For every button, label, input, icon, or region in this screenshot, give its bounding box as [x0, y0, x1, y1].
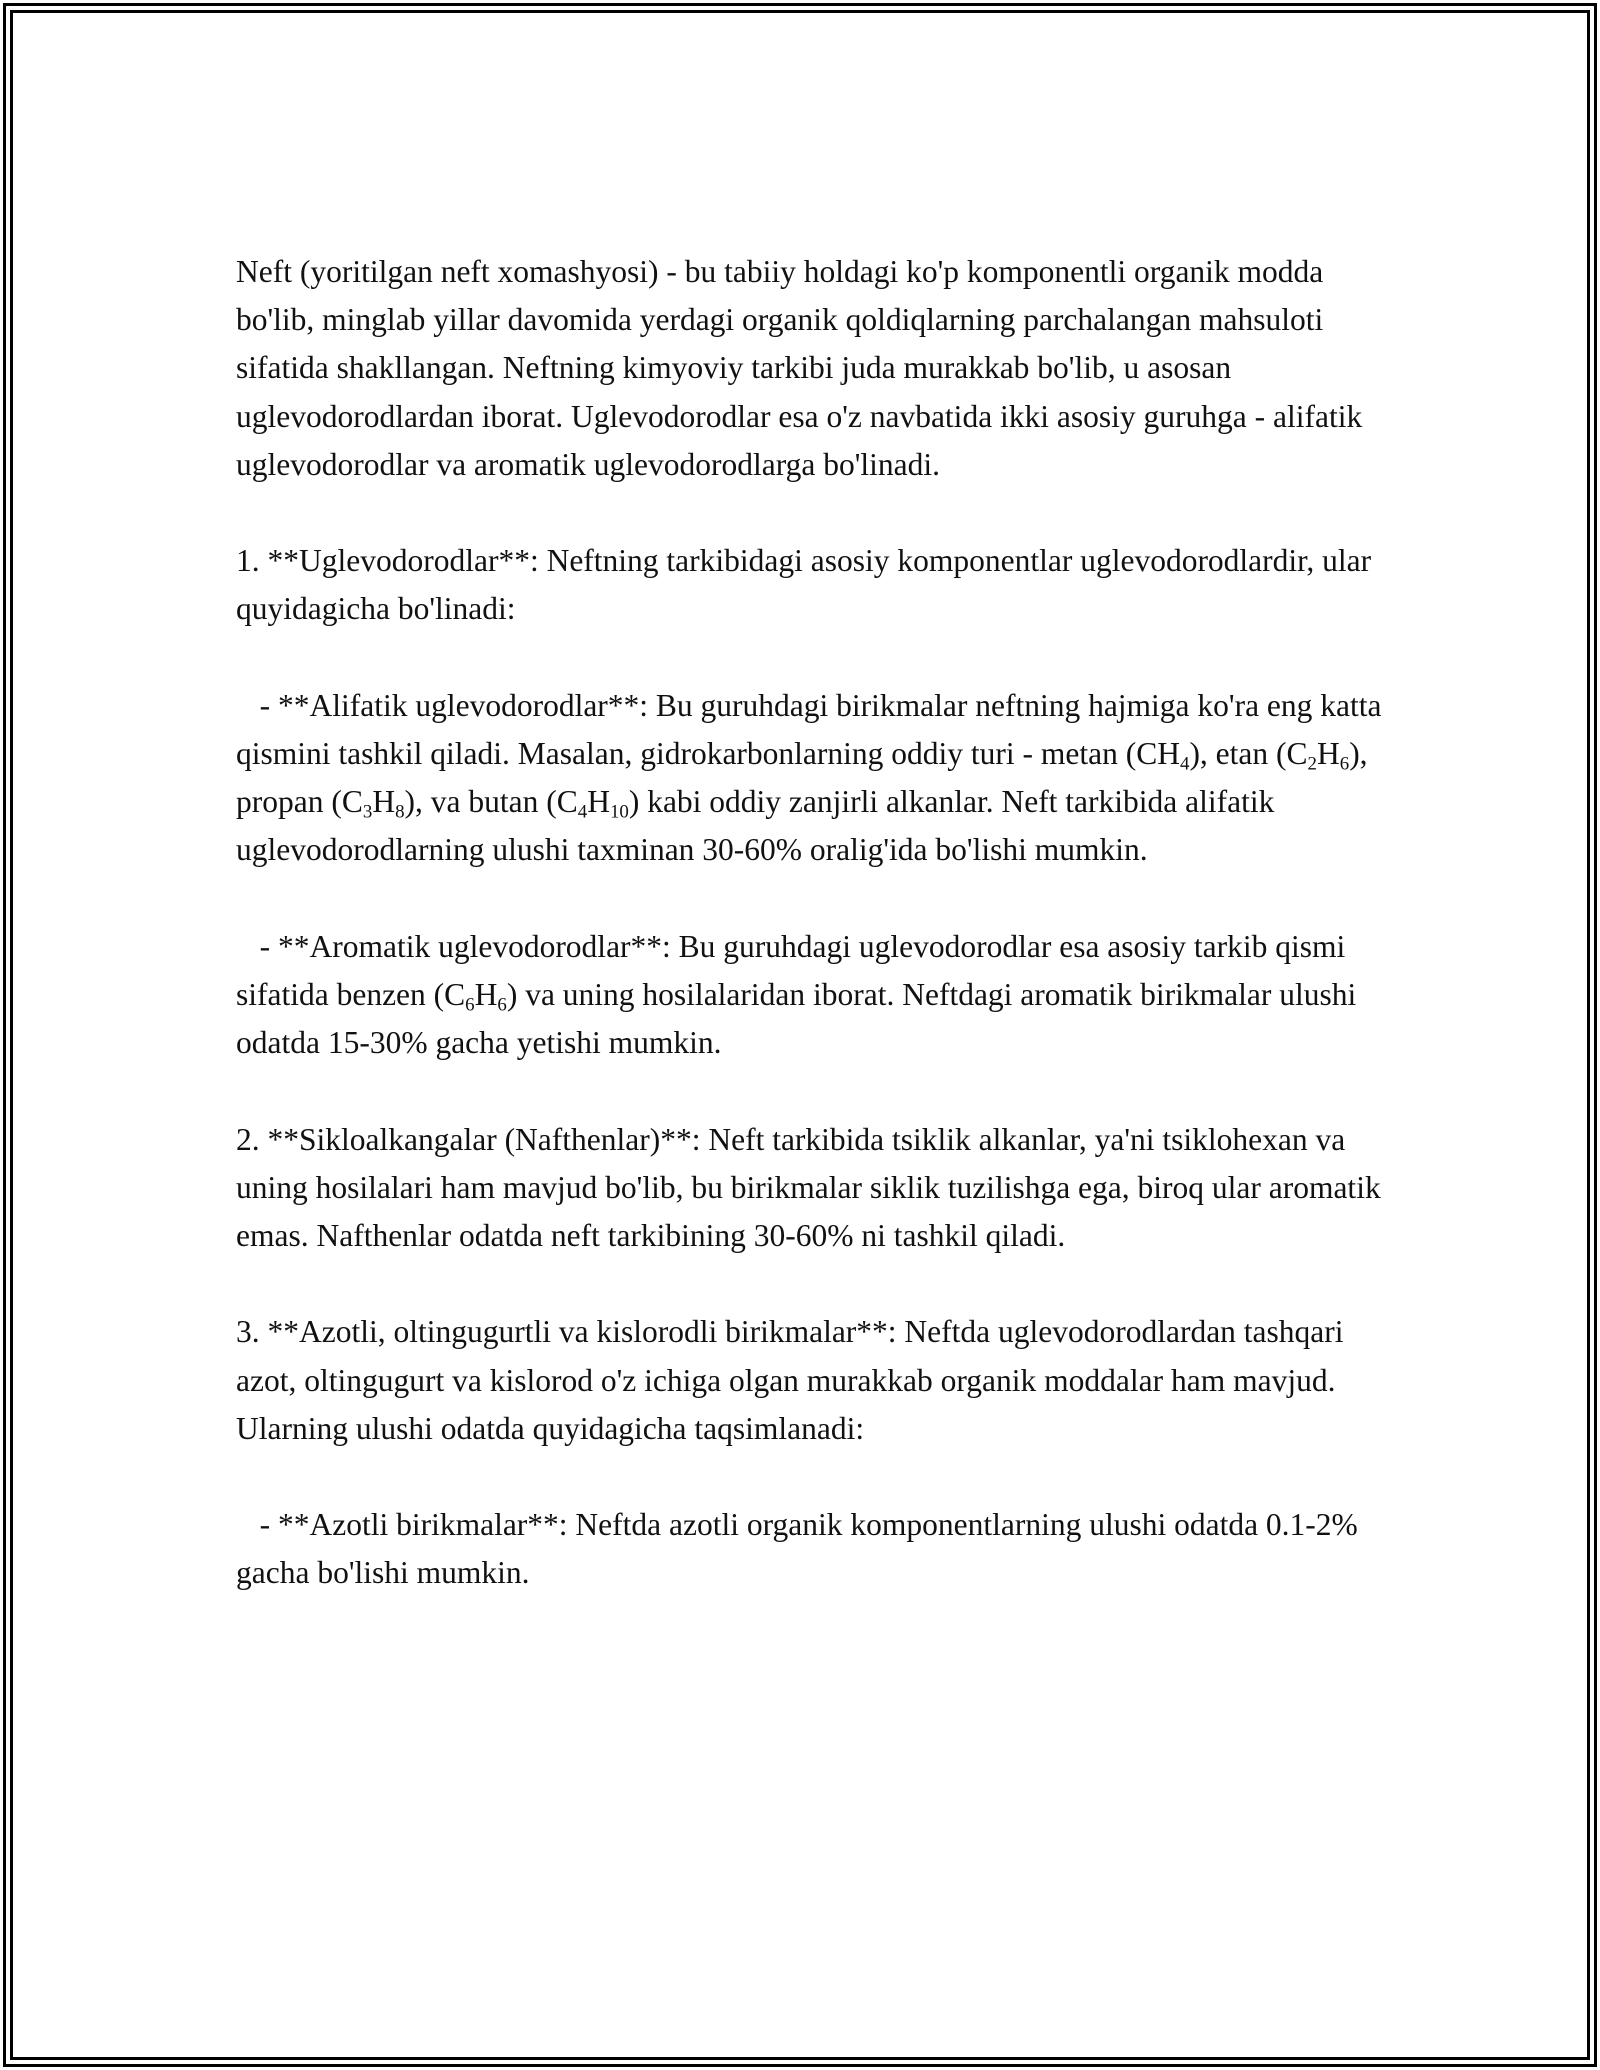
subscript: 4 — [1179, 753, 1190, 775]
text-run: ), propan (C — [236, 736, 1376, 820]
subscript: 4 — [577, 801, 588, 823]
text-run: - **Alifatik uglevodorodlar**: Bu guruhdagi birikmalar neftning hajmiga ko'ra eng katta qismini tashkil qiladi. Masalan, gidrokarbonlarning oddiy turi - metan (CH — [236, 687, 1390, 771]
paragraph — [236, 1501, 1386, 1597]
paragraph — [236, 1116, 1389, 1261]
text-run: - **Aromatik uglevodorodlar**: Bu guruhdagi uglevodorodlar esa asosiy tarkib qismi sifatida benzen (C — [236, 928, 1354, 1012]
paragraph — [236, 682, 1390, 875]
text-run: H — [1316, 736, 1340, 771]
text-run: 3. **Azotli, oltingugurtli va kislorodli birikmalar**: Neftda uglevodorodlardan tashqari azot, oltingugurt va kislorod o'z ichiga olgan murakkab organik moddalar ham mavjud. Ularning ulushi odatda quyidagicha taqsimlanadi: — [236, 1314, 1352, 1446]
text-run: H — [372, 784, 396, 820]
paragraph — [236, 248, 1386, 489]
subscript: 6 — [1339, 753, 1350, 775]
subscript: 10 — [609, 801, 629, 823]
subscript: 6 — [497, 994, 507, 1016]
text-run: H — [587, 784, 610, 820]
document-body — [236, 248, 1390, 1598]
subscript: 6 — [465, 994, 475, 1016]
text-run: Neft (yoritilgan neft xomashyosi) - bu tabiiy holdagi ko'p komponentli organik modda bo'lib, minglab yillar davomida yerdagi organik qoldiqlarning parchalangan mahsuloti sifatida shakllangan. Neftning kimyoviy tarkibi juda murakkab bo'lib, u asosan uglevodorodlardan iborat. Uglevodorodlar esa o'z navbatida ikki asosiy guruhga - alifatik uglevodorodlar va aromatik uglevodorodlarga bo'linadi. — [236, 254, 1371, 482]
paragraph — [236, 537, 1386, 633]
subscript: 8 — [395, 801, 405, 823]
text-run: ) va uning hosilalaridan iborat. Neftdagi aromatik birikmalar ulushi odatda 15-30% gacha yetishi mumkin. — [236, 977, 1365, 1061]
text-run: - **Azotli birikmalar**: Neftda azotli organik komponentlarning ulushi odatda 0.1-2% gacha bo'lishi mumkin. — [236, 1507, 1366, 1591]
text-run: ) kabi oddiy zanjirli alkanlar. Neft tarkibida alifatik uglevodorodlarning ulushi taxminan 30-60% oralig'ida bo'lishi mumkin. — [236, 784, 1283, 868]
text-run: 2. **Sikloalkangalar (Nafthenlar)**: Neft tarkibida tsiklik alkanlar, ya'ni tsiklohexan va uning hosilalari ham mavjud bo'lib, bu birikmalar siklik tuzilishga ega, biroq ular aromatik emas. Nafthenlar odatda neft tarkibining 30-60% ni tashkil qiladi. — [236, 1121, 1389, 1253]
paragraph — [236, 1308, 1386, 1453]
text-run: ), etan (C — [1189, 736, 1308, 771]
text-run: 1. **Uglevodorodlar**: Neftning tarkibidagi asosiy komponentlar uglevodorodlardir, ular quyidagicha bo'linadi: — [236, 543, 1379, 627]
text-run: ), va butan (C — [404, 784, 578, 820]
paragraph — [236, 923, 1386, 1068]
subscript: 2 — [1307, 753, 1317, 775]
text-run: H — [474, 977, 498, 1012]
subscript: 3 — [362, 801, 373, 823]
